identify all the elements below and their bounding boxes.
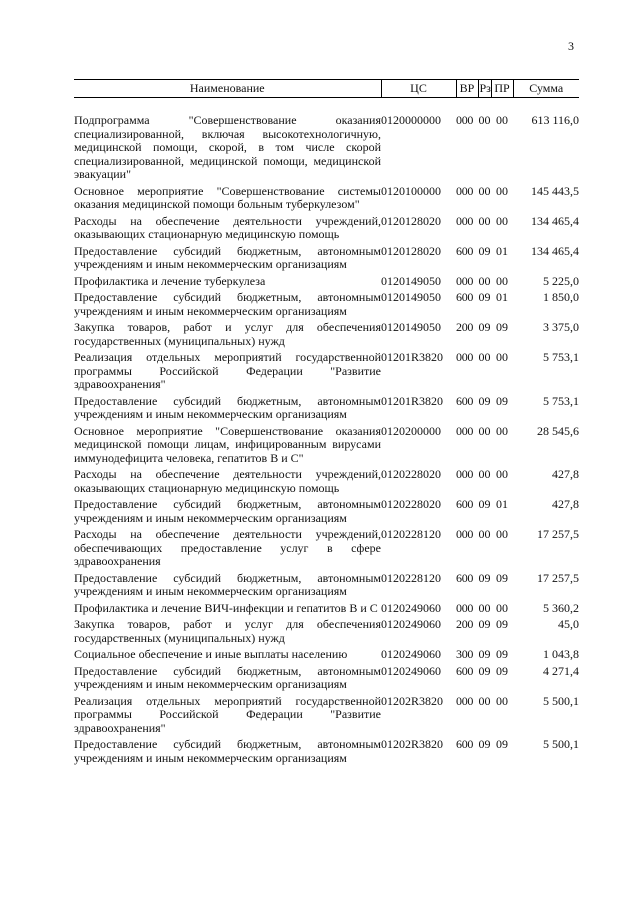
row-subsection: 00 — [496, 600, 508, 615]
row-subsection: 09 — [496, 617, 508, 631]
row-section: 00 — [478, 183, 491, 198]
row-name: Реализация отдельных мероприятий государственной программы Российской Федерации "Развитие здравоохранения" — [74, 693, 381, 735]
row-section: 00 — [478, 213, 491, 228]
row-sum: 613 116,0 — [531, 113, 579, 127]
row-name: Социальное обеспечение и иные выплаты населению — [74, 647, 348, 661]
row-section: 00 — [478, 423, 491, 438]
row-subsection: 00 — [496, 183, 508, 198]
row-sum: 17 257,5 — [537, 527, 579, 541]
row-subsection: 09 — [496, 393, 508, 408]
row-name: Расходы на обеспечение деятельности учреждений, оказывающих стационарную медицинскую помощь — [74, 213, 381, 241]
row-subsection: 09 — [496, 647, 508, 661]
row-subsection: 00 — [496, 693, 508, 708]
table-row — [74, 291, 579, 321]
row-section: 09 — [478, 320, 491, 334]
row-name: Профилактика и лечение туберкулеза — [74, 273, 266, 288]
row-sum: 17 257,5 — [537, 570, 579, 585]
row-expense-type: 600 — [456, 497, 474, 511]
row-sum: 5 753,1 — [543, 350, 579, 364]
row-section: 09 — [478, 617, 491, 631]
row-section: 00 — [478, 113, 491, 127]
row-sum: 145 443,5 — [531, 183, 579, 198]
row-target-code: 0120149050 — [381, 273, 441, 288]
row-sum: 4 271,4 — [543, 663, 579, 678]
row-expense-type: 000 — [456, 693, 474, 708]
table-row — [74, 695, 579, 739]
row-expense-type: 000 — [456, 113, 474, 127]
row-name: Профилактика и лечение ВИЧ-инфекции и гепатитов В и С — [74, 600, 378, 615]
row-name: Реализация отдельных мероприятий государственной программы Российской Федерации "Развитие здравоохранения" — [74, 350, 381, 391]
row-target-code: 01201R3820 — [381, 350, 444, 364]
row-expense-type: 000 — [456, 213, 474, 228]
row-target-code: 0120249060 — [381, 663, 441, 678]
table-row — [74, 185, 579, 215]
row-subsection: 09 — [496, 737, 508, 751]
row-target-code: 0120149050 — [381, 290, 441, 304]
row-subsection: 00 — [496, 527, 508, 541]
row-section: 00 — [478, 693, 491, 708]
row-section: 09 — [478, 497, 491, 511]
table-row — [74, 602, 579, 619]
row-target-code: 0120249060 — [381, 647, 441, 661]
row-subsection: 00 — [496, 350, 508, 364]
row-expense-type: 000 — [456, 600, 474, 615]
row-expense-type: 000 — [456, 350, 474, 364]
row-subsection: 00 — [496, 213, 508, 228]
row-section: 00 — [478, 467, 491, 481]
row-expense-type: 000 — [456, 527, 474, 541]
row-expense-type: 600 — [456, 290, 474, 304]
row-name: Подпрограмма "Совершенствование оказания специализированной, включая высокотехнологичную, медицинской помощи, скорой, в том числе скорой специализированной, медицинской помощи, медицинской эвакуации" — [74, 113, 381, 181]
row-subsection: 01 — [496, 290, 508, 304]
row-section: 00 — [478, 527, 491, 541]
row-sum: 5 500,1 — [543, 693, 579, 708]
row-sum: 28 545,6 — [537, 423, 579, 438]
row-sum: 5 500,1 — [543, 737, 579, 751]
table-row — [74, 618, 579, 648]
header-pr: ПР — [491, 80, 513, 98]
header-cs: ЦС — [381, 80, 456, 98]
row-target-code: 0120000000 — [381, 113, 441, 127]
row-sum: 5 360,2 — [543, 600, 579, 615]
row-name: Предоставление субсидий бюджетным, автономным учреждениям и иным некоммерческим организациям — [74, 497, 381, 525]
row-expense-type: 600 — [456, 243, 474, 258]
row-sum: 3 375,0 — [543, 320, 579, 334]
row-expense-type: 600 — [456, 570, 474, 585]
row-expense-type: 200 — [456, 617, 474, 631]
table-row — [74, 648, 579, 665]
table-row — [74, 738, 579, 768]
table-row — [74, 528, 579, 572]
row-target-code: 0120228020 — [381, 467, 441, 481]
row-section: 00 — [478, 350, 491, 364]
row-name: Предоставление субсидий бюджетным, автономным учреждениям и иным некоммерческим организациям — [74, 243, 381, 271]
row-name: Предоставление субсидий бюджетным, автономным учреждениям и иным некоммерческим организациям — [74, 663, 381, 691]
row-name: Основное мероприятие "Совершенствование оказания медицинской помощи лицам, инфицированным вирусами иммунодефицита человека, гепатитов В и С" — [74, 423, 381, 465]
row-subsection: 00 — [496, 273, 508, 288]
row-subsection: 00 — [496, 113, 508, 127]
row-target-code: 0120200000 — [381, 423, 441, 438]
row-name: Закупка товаров, работ и услуг для обеспечения государственных (муниципальных) нужд — [74, 320, 381, 348]
row-name: Предоставление субсидий бюджетным, автономным учреждениям и иным некоммерческим организациям — [74, 393, 381, 421]
page-number: 3 — [568, 39, 574, 53]
row-name: Предоставление субсидий бюджетным, автономным учреждениям и иным некоммерческим организациям — [74, 737, 381, 765]
header-rz: Рз — [478, 80, 491, 98]
budget-table — [74, 79, 579, 768]
row-section: 00 — [478, 273, 491, 288]
header-vr: ВР — [456, 80, 478, 98]
row-target-code: 01202R3820 — [381, 693, 444, 708]
table-row — [74, 351, 579, 395]
row-sum: 5 225,0 — [543, 273, 579, 288]
row-section: 09 — [478, 737, 491, 751]
row-subsection: 00 — [496, 467, 508, 481]
table-row — [74, 572, 579, 602]
row-subsection: 01 — [496, 243, 508, 258]
table-body — [74, 114, 579, 768]
row-name: Основное мероприятие "Совершенствование системы оказания медицинской помощи больным туберкулезом" — [74, 183, 381, 211]
row-name: Закупка товаров, работ и услуг для обеспечения государственных (муниципальных) нужд — [74, 617, 381, 645]
row-sum: 1 043,8 — [543, 647, 579, 661]
row-target-code: 01202R3820 — [381, 737, 444, 751]
row-target-code: 0120149050 — [381, 320, 441, 334]
header-sum: Сумма — [513, 80, 579, 98]
table-row — [74, 114, 579, 185]
row-subsection: 09 — [496, 663, 508, 678]
row-expense-type: 300 — [456, 647, 474, 661]
row-expense-type: 000 — [456, 467, 474, 481]
row-expense-type: 000 — [456, 423, 474, 438]
row-expense-type: 000 — [456, 273, 474, 288]
row-target-code: 0120249060 — [381, 617, 441, 631]
row-sum: 134 465,4 — [531, 243, 579, 258]
row-subsection: 09 — [496, 320, 508, 334]
table-row — [74, 468, 579, 498]
row-target-code: 0120128020 — [381, 243, 441, 258]
row-expense-type: 600 — [456, 737, 474, 751]
table-row — [74, 245, 579, 275]
row-target-code: 0120100000 — [381, 183, 441, 198]
row-section: 09 — [478, 570, 491, 585]
row-name: Расходы на обеспечение деятельности учреждений, обеспечивающих предоставление услуг в сфере здравоохранения — [74, 527, 381, 568]
row-target-code: 01201R3820 — [381, 393, 444, 408]
row-section: 09 — [478, 290, 491, 304]
row-section: 09 — [478, 393, 491, 408]
table-header — [74, 80, 579, 115]
table-row — [74, 275, 579, 292]
row-subsection: 09 — [496, 570, 508, 585]
table-row — [74, 425, 579, 469]
row-name: Предоставление субсидий бюджетным, автономным учреждениям и иным некоммерческим организациям — [74, 570, 381, 598]
header-name: Наименование — [74, 80, 381, 98]
table-row — [74, 215, 579, 245]
row-subsection: 00 — [496, 423, 508, 438]
row-section: 00 — [478, 600, 491, 615]
row-subsection: 01 — [496, 497, 508, 511]
row-expense-type: 000 — [456, 183, 474, 198]
table-row — [74, 498, 579, 528]
row-sum: 45,0 — [558, 617, 579, 631]
table-row — [74, 665, 579, 695]
row-target-code: 0120128020 — [381, 213, 441, 228]
row-section: 09 — [478, 647, 491, 661]
row-name: Расходы на обеспечение деятельности учреждений, оказывающих стационарную медицинскую помощь — [74, 467, 381, 495]
row-section: 09 — [478, 243, 491, 258]
row-section: 09 — [478, 663, 491, 678]
row-sum: 427,8 — [552, 467, 579, 481]
row-target-code: 0120249060 — [381, 600, 441, 615]
row-sum: 427,8 — [552, 497, 579, 511]
row-target-code: 0120228120 — [381, 570, 441, 585]
row-sum: 5 753,1 — [543, 393, 579, 408]
row-expense-type: 600 — [456, 393, 474, 408]
row-target-code: 0120228120 — [381, 527, 441, 541]
row-expense-type: 600 — [456, 663, 474, 678]
table-row — [74, 395, 579, 425]
row-sum: 1 850,0 — [543, 290, 579, 304]
row-sum: 134 465,4 — [531, 213, 579, 228]
table-row — [74, 321, 579, 351]
row-target-code: 0120228020 — [381, 497, 441, 511]
row-expense-type: 200 — [456, 320, 474, 334]
row-name: Предоставление субсидий бюджетным, автономным учреждениям и иным некоммерческим организациям — [74, 290, 381, 318]
